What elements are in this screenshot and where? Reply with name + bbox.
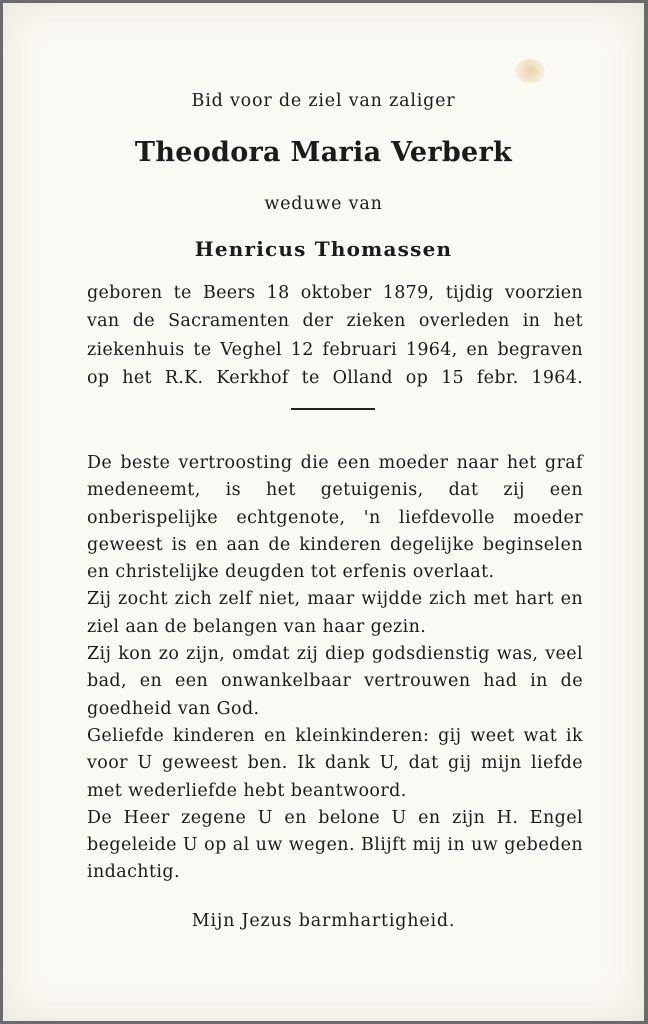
biography: geboren te Beers 18 oktober 1879, tijdig voorzien van de Sacramenten der zieken overleden in het ziekenhuis te Veghel 12 februari 1964, en begraven op het R.K. Kerkhof te Olland op 15 febr. 1964. xyxy=(87,283,583,389)
paragraph-tribute: De beste vertroosting die een moeder naar het graf medeneemt, is het getuigenis, dat zij een onberispelijke echtgenote, 'n liefdevolle moeder geweest is en aan de kinderen degelijke beginselen en christelijke deugden tot erfenis overlaat. xyxy=(87,453,583,583)
spouse-name: Henricus Thomassen xyxy=(194,237,453,261)
prayer-intro: Bid voor de ziel van zaliger xyxy=(191,91,456,111)
memorial-card xyxy=(3,3,644,1021)
paragraph-family: Zij zocht zich zelf niet, maar wijdde zich met hart en ziel aan de belangen van haar gezin. xyxy=(87,589,583,637)
paragraph-faith: Zij kon zo zijn, omdat zij diep godsdienstig was, veel bad, en een onwankelbaar vertrouwen had in de goedheid van God. xyxy=(87,644,583,719)
closing-prayer: Mijn Jezus barmhartigheid. xyxy=(191,911,456,931)
memorial-text xyxy=(87,450,583,887)
paragraph-blessing: De Heer zegene U en belone U en zijn H. Engel begeleide U op al uw wegen. Blijft mij in uw gebeden indachtig. xyxy=(87,807,583,883)
paper-stain xyxy=(515,59,545,83)
deceased-name: Theodora Maria Verberk xyxy=(134,137,513,168)
relation-line: weduwe van xyxy=(264,194,383,214)
paragraph-children: Geliefde kinderen en kleinkinderen: gij weet wat ik voor U geweest ben. Ik dank U, dat gij mijn liefde met wederliefde hebt beantwoord. xyxy=(87,725,583,801)
divider-line xyxy=(291,408,375,410)
